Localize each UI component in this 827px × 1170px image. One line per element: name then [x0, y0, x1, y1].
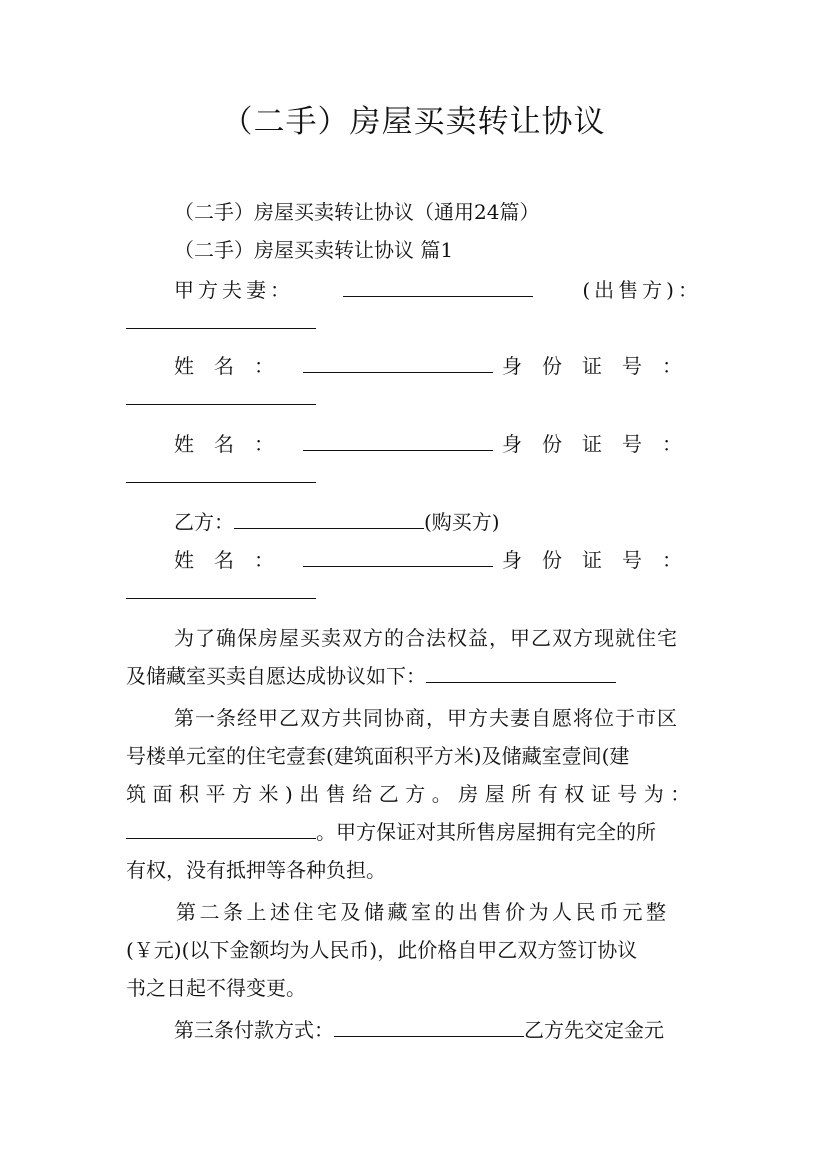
name-blank	[303, 546, 493, 567]
section-heading: （二手）房屋买卖转让协议 篇1	[174, 238, 454, 262]
party-a-line	[126, 274, 702, 306]
id-blank-3	[126, 576, 702, 608]
cert-number-blank	[126, 818, 316, 839]
id-blank-2	[126, 460, 702, 492]
party-b-person	[126, 544, 702, 576]
party-b-line	[126, 506, 702, 538]
id-label: 身份证号：	[502, 548, 702, 572]
party-a-person2	[126, 428, 702, 460]
article2-line-3: 书之日起不得变更。	[126, 976, 306, 1000]
document-title: （二手）房屋买卖转让协议	[221, 104, 606, 140]
party-b-label: 乙方：	[174, 510, 234, 534]
intro-line-2: 及储藏室买卖自愿达成协议如下：	[126, 660, 702, 692]
article1-line-5: 有权，没有抵押等各种负担。	[126, 858, 386, 882]
party-a-person1	[126, 350, 702, 382]
article1-line-4: 。甲方保证对其所售房屋拥有完全的所	[126, 816, 702, 848]
party-a-label: 甲方夫妻：	[174, 278, 294, 302]
article1-line-3: 筑面积平方米)出售给乙方。房屋所有权证号为：	[126, 782, 697, 806]
party-a-blank-cont	[126, 306, 702, 338]
article2-line-1: 第二条上述住宅及储藏室的出售价为人民币元整	[176, 900, 670, 924]
article2-line-2: (￥元)(以下金额均为人民币)，此价格自甲乙双方签订协议	[126, 938, 638, 962]
id-blank-1	[126, 382, 702, 414]
name-blank	[303, 352, 493, 373]
name-label: 姓名：	[174, 354, 294, 378]
id-label: 身份证号：	[502, 354, 702, 378]
party-b-suffix: (购买方)	[424, 510, 500, 534]
payment-blank	[334, 1016, 524, 1037]
id-label: 身份证号：	[502, 432, 702, 456]
party-b-blank	[234, 508, 424, 529]
party-a-blank	[343, 276, 533, 297]
name-blank	[303, 430, 493, 451]
intro-blank	[426, 662, 616, 683]
intro-line-1: 为了确保房屋买卖双方的合法权益，甲乙双方现就住宅	[174, 626, 678, 650]
party-a-suffix: (出售方)：	[582, 278, 702, 302]
article1-line-2: 号楼单元室的住宅壹套(建筑面积平方米)及储藏室壹间(建	[126, 744, 630, 768]
name-label: 姓名：	[174, 432, 294, 456]
article1-line-1: 第一条经甲乙双方共同协商，甲方夫妻自愿将位于市区	[174, 706, 678, 730]
name-label: 姓名：	[174, 548, 294, 572]
document-subtitle: （二手）房屋买卖转让协议（通用24篇）	[174, 200, 540, 224]
article3-line-1: 第三条付款方式： 乙方先交定金元	[174, 1018, 664, 1042]
